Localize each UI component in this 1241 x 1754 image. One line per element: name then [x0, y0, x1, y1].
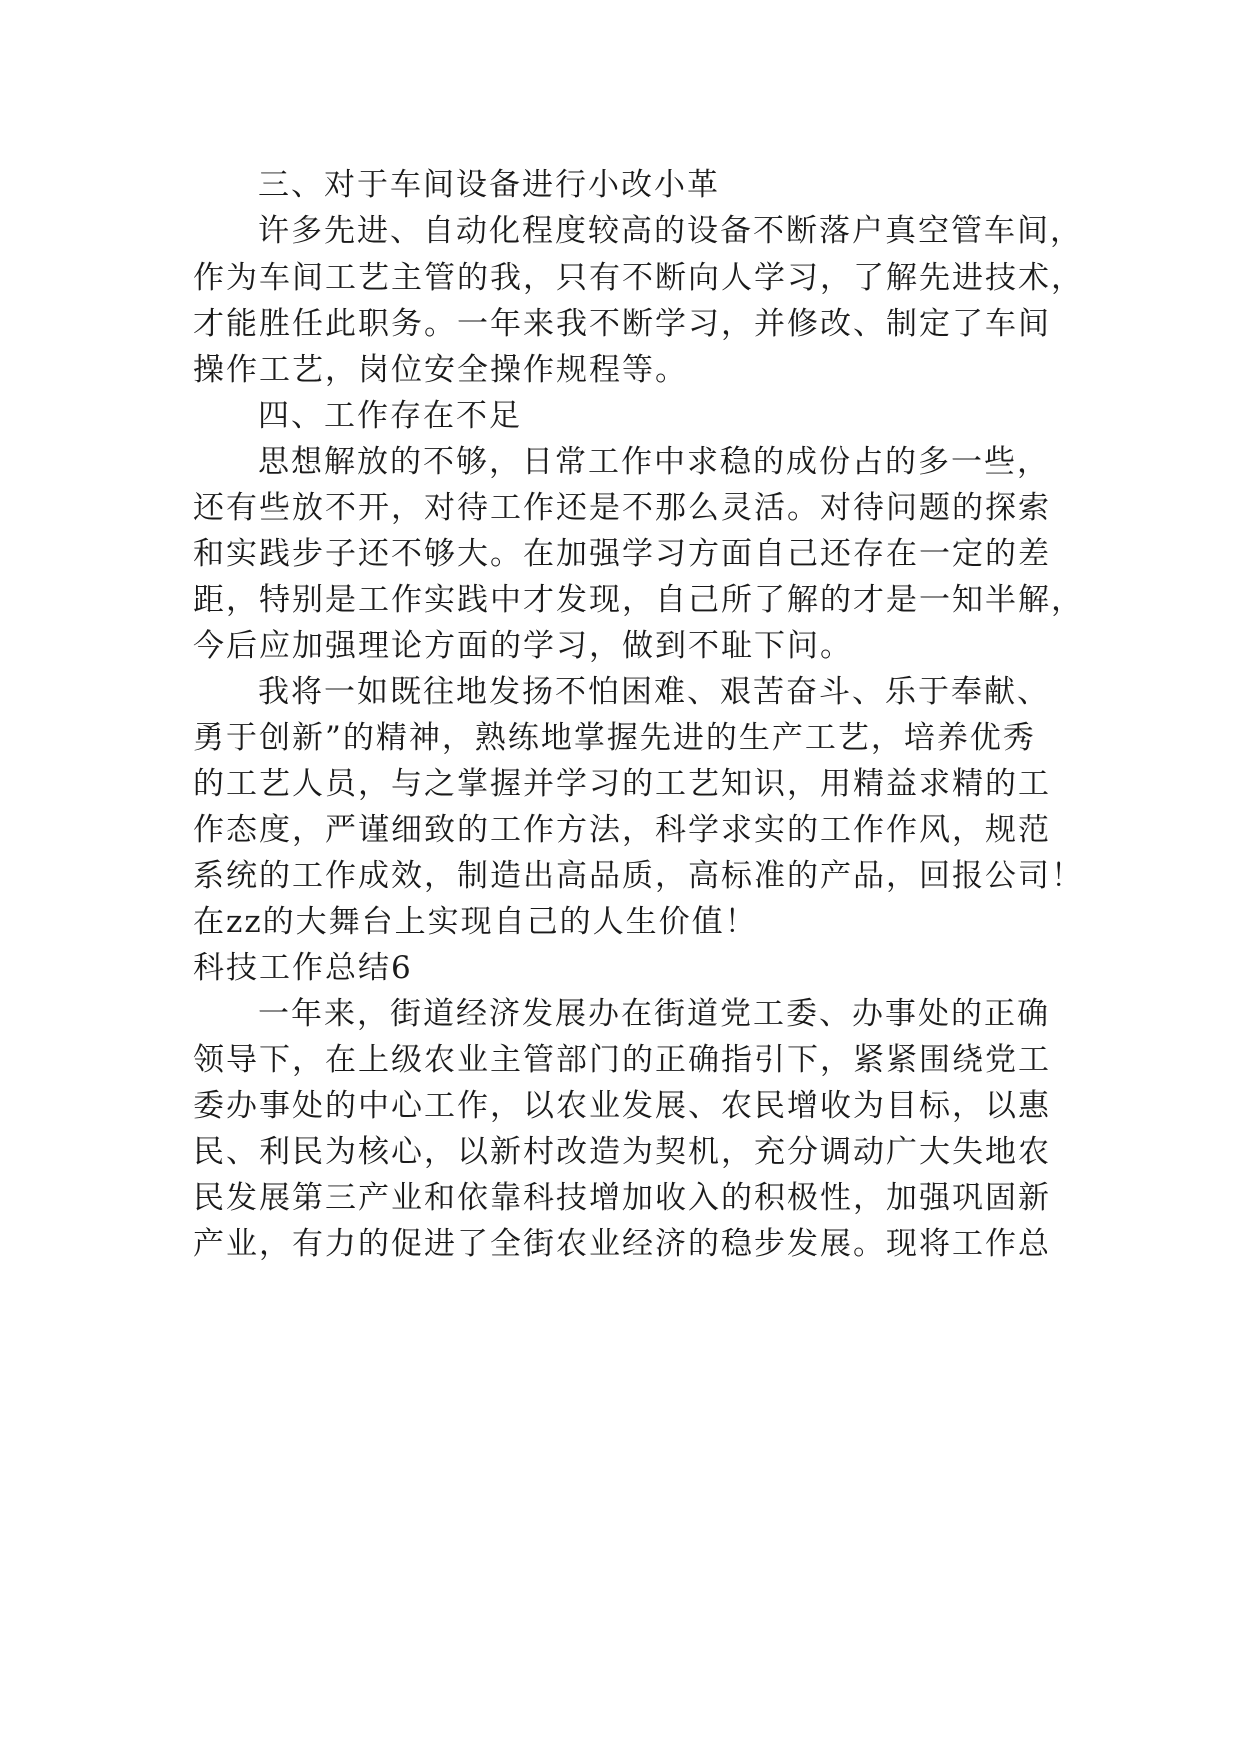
- paragraph-line: 作态度，严谨细致的工作方法，科学求实的工作作风，规范: [193, 812, 1051, 848]
- paragraph-line: 距，特别是工作实践中才发现，自己所了解的才是一知半解，: [193, 582, 1084, 618]
- paragraph-line: 才能胜任此职务。一年来我不断学习，并修改、制定了车间: [193, 306, 1051, 342]
- paragraph-line: 和实践步子还不够大。在加强学习方面自己还存在一定的差: [193, 536, 1051, 572]
- paragraph-line: 领导下，在上级农业主管部门的正确指引下，紧紧围绕党工: [193, 1042, 1051, 1078]
- paragraph-line: 今后应加强理论方面的学习，做到不耻下问。: [193, 628, 853, 664]
- paragraph-line: 作为车间工艺主管的我，只有不断向人学习，了解先进技术，: [193, 260, 1084, 296]
- paragraph-line: 操作工艺，岗位安全操作规程等。: [193, 352, 688, 388]
- paragraph-line: 勇于创新”的精神，熟练地掌握先进的生产工艺，培养优秀: [193, 720, 1036, 756]
- paragraph-line: 一年来，街道经济发展办在街道党工委、办事处的正确: [258, 996, 1050, 1032]
- paragraph-line: 民发展第三产业和依靠科技增加收入的积极性，加强巩固新: [193, 1180, 1051, 1216]
- paragraph-line: 产业，有力的促进了全街农业经济的稳步发展。现将工作总: [193, 1226, 1051, 1262]
- section-heading-4: 四、工作存在不足: [258, 398, 522, 434]
- paragraph-line: 委办事处的中心工作，以农业发展、农民增收为目标，以惠: [193, 1088, 1051, 1124]
- paragraph-line: 还有些放不开，对待工作还是不那么灵活。对待问题的探索: [193, 490, 1051, 526]
- paragraph-line: 系统的工作成效，制造出高品质，高标准的产品，回报公司！: [193, 858, 1084, 894]
- paragraph-line: 的工艺人员，与之掌握并学习的工艺知识，用精益求精的工: [193, 766, 1051, 802]
- paragraph-line: 思想解放的不够，日常工作中求稳的成份占的多一些，: [258, 444, 1050, 480]
- document-title: 科技工作总结6: [193, 950, 413, 986]
- paragraph-line: 许多先进、自动化程度较高的设备不断落户真空管车间，: [258, 213, 1083, 249]
- section-heading-3: 三、对于车间设备进行小改小革: [258, 167, 720, 203]
- paragraph-line: 我将一如既往地发扬不怕困难、艰苦奋斗、乐于奉献、: [258, 674, 1050, 710]
- paragraph-line: 在zz的大舞台上实现自己的人生价值！: [193, 904, 758, 940]
- paragraph-line: 民、利民为核心，以新村改造为契机，充分调动广大失地农: [193, 1134, 1051, 1170]
